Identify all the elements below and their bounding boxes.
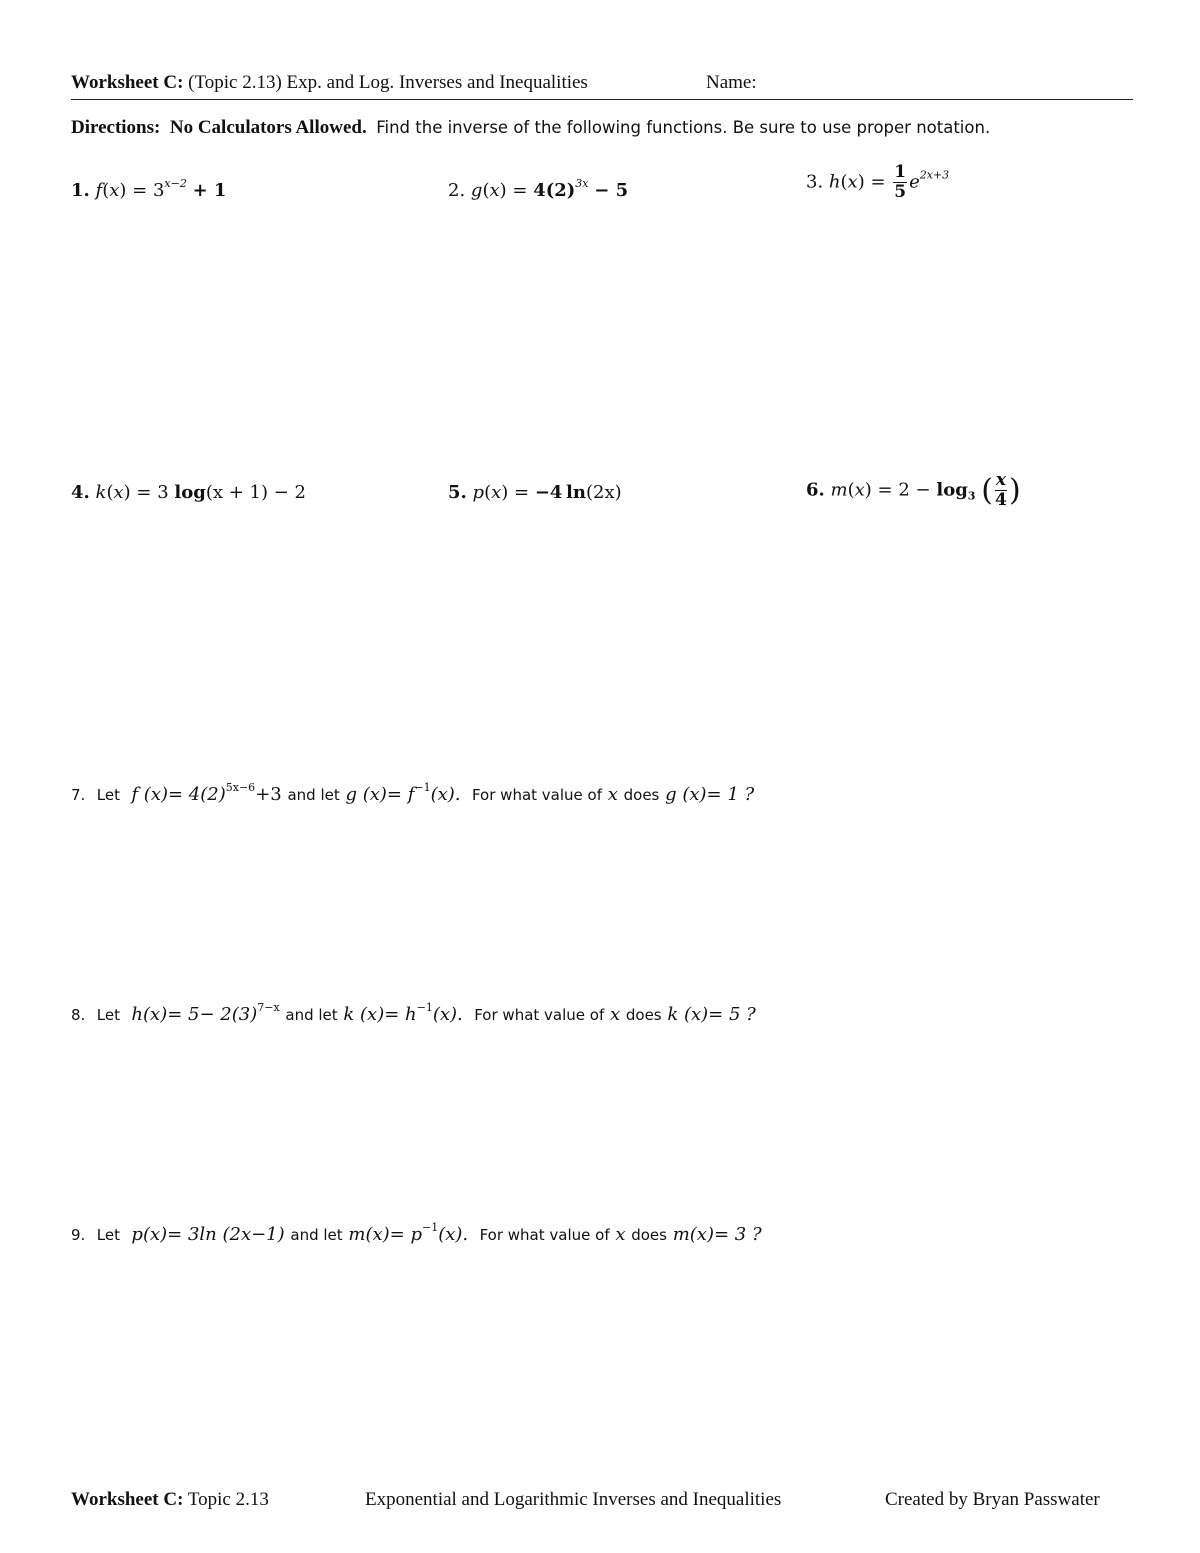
footer-worksheet	[71, 1489, 269, 1511]
footer-title: Exponential and Logarithmic Inverses and Inequalities	[365, 1489, 782, 1510]
directions	[71, 117, 990, 139]
worksheet-topic: (Topic 2.13) Exp. and Log. Inverses and Inequalities	[188, 72, 588, 93]
name-label: Name:	[706, 72, 757, 93]
directions-bold: No Calculators Allowed.	[169, 117, 367, 138]
problem-4: 4. k(x) = 3 log(x + 1) − 2	[71, 482, 307, 503]
directions-label: Directions:	[71, 117, 161, 138]
footer-worksheet-label: Worksheet C:	[71, 1489, 184, 1510]
directions-text: Find the inverse of the following functions. Be sure to use proper notation.	[376, 118, 991, 137]
worksheet-label: Worksheet C:	[71, 72, 184, 93]
question-9: 9. Let p(x)= 3ln (2x−1) and let $m(x)= p^{-1}(x)$. For what value of x does m(x)= 3 ?	[71, 1221, 762, 1245]
header-divider	[71, 99, 1133, 100]
problem-1: 1. $f(x) = 3^{x-2} + 1$	[71, 177, 227, 201]
question-8: 8. Let $h(x)= 5- 2(3)^{7-x}$ and let k $(x)= h^{-1}(x)$. For what value of x does k (x)= 5 ?	[71, 1001, 756, 1025]
problem-3: 3. h(x) = $\frac{1}{5}$ $e^{2x+3}$	[806, 162, 950, 202]
fraction-x-over-4: $\frac{x}{4}$	[995, 470, 1007, 510]
footer-author: Created by Bryan Passwater	[885, 1489, 1100, 1510]
footer-topic: Topic 2.13	[187, 1489, 269, 1510]
question-7: 7. Let f $(x)= 4(2)^{5x-6}+3$ and let g $(x)= f^{-1}(x)$. For what value of x does g (x)= 1 ?	[71, 781, 755, 805]
worksheet-header	[71, 72, 588, 94]
problem-6: 6. $m(x) = 2 - \log_3$ ( $\frac{x}{4}$ )	[806, 470, 1021, 510]
problem-5: 5. p(x) = −4 ln(2x)	[448, 482, 622, 503]
problem-2: 2. $g(x) = 4(2)^{3x} - 5$	[448, 177, 629, 201]
fraction-one-fifth: $\frac{1}{5}$	[894, 162, 907, 202]
